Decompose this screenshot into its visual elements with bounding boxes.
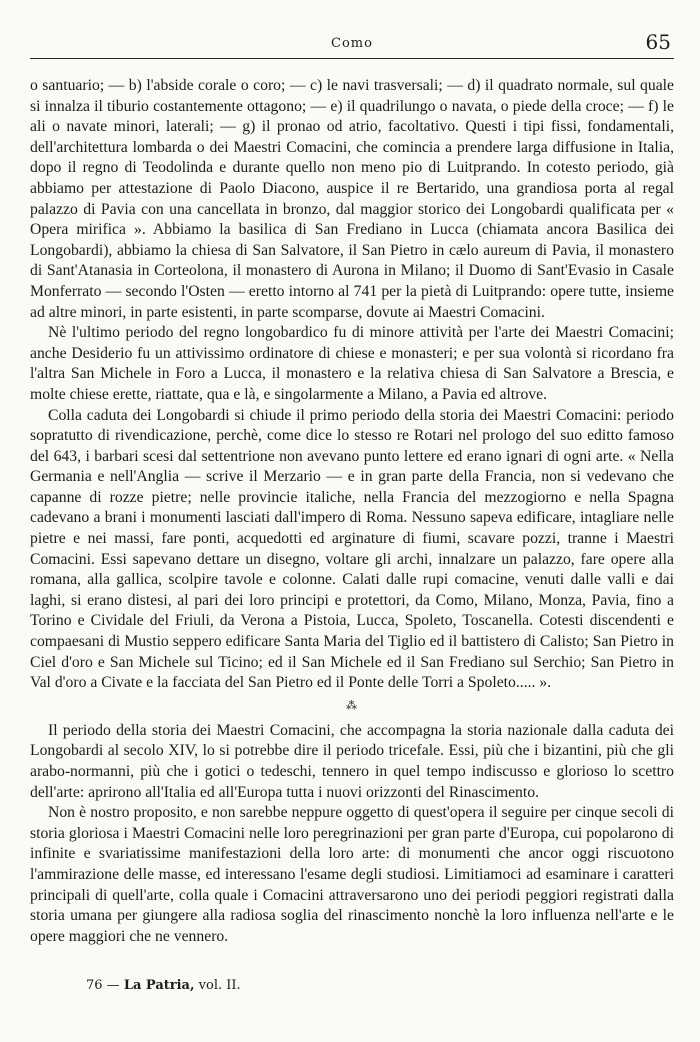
page-header (30, 30, 674, 56)
paragraph-2: Nè l'ultimo periodo del regno longobardico fu di minore attività per l'arte dei Maestri Comacini; anche Desiderio fu un attivissimo ordinatore di chiese e monasteri; e per sua volontà si ricordano fra l'altra San Michele in Foro a Lucca, il monastero e la relativa chiesa di San Salvatore a Brescia, e molte chiese erette, riattate, qua e là, e singolarmente a Milano, a Pavia ed altrove. (30, 324, 674, 403)
footer-signature: 76 — (86, 978, 120, 993)
section-separator: ⁂ (346, 699, 358, 712)
header-rule (30, 58, 674, 59)
running-head: Como (331, 36, 373, 51)
paragraph-1: o santuario; — b) l'abside corale o coro; — c) le navi trasversali; — d) il quadrato normale, sul quale si innalza il tiburio costantemente ottagono; — e) il quadrilungo o navata, o piede della croce; — f) le ali o navate minori, laterali; — g) il pronao od atrio, facoltativo. Questi i tipi fissi, fondamentali, dell'architettura lombarda o dei Maestri Comacini, che comincia a prendere larga diffusione in Italia, dopo il regno di Teodolinda e durante quello non meno pio di Luitprando. In cotesto periodo, già abbiamo per attestazione di Paolo Diacono, auspice il re Bertarido, una grandiosa porta al regal palazzo di Pavia con una cancellata in bronzo, dal maggior storico dei Longobardi qualificata per « Opera mirifica ». Abbiamo la basilica di San Frediano in Lucca (chiamata ancora Basilica dei Longobardi), abbiamo la chiesa di San Salvatore, il San Pietro in cælo aureum di Pavia, il monastero di Sant'Atanasia in Corteolona, il monastero di Aurona in Milano; il Duomo di Sant'Evasio in Casale Monferrato — secondo l'Osten — eretto intorno al 741 per la pietà di Luitprando: opere tutte, insieme ad altre minori, in parte esistenti, in parte scomparse, dovute ai Maestri Comacini. (30, 77, 674, 321)
page-body (30, 76, 674, 947)
footer-series-title: La Patria, (123, 978, 195, 993)
book-page (30, 30, 674, 1030)
page-footer (86, 978, 241, 993)
paragraph-3: Colla caduta dei Longobardi si chiude il primo periodo della storia dei Maestri Comacini: periodo sopratutto di rivendicazione, perchè, come dice lo stesso re Rotari nel prologo del suo editto famoso del 643, i barbari scesi dal settentrione non avevano punto lettere ed erano ignari di ogni arte. « Nella Germania e nell'Anglia — scrive il Merzario — e in gran parte della Francia, non si vedevano che capanne di rozze pietre; nelle provincie italiche, nella Francia del mezzogiorno e nella Spagna cadevano a brani i monumenti lasciati dall'impero di Roma. Nessuno sapeva edificare, intagliare nelle pietre e nei massi, fare ponti, acquedotti ed arginature di fiumi, scavare pozzi, tranne i Maestri Comacini. Essi sapevano dettare un disegno, voltare gli archi, innalzare un palazzo, fare opere alla romana, alla gallica, scolpire tavole e colonne. Calati dalle rupi comacine, venuti dalle valli e dai laghi, si erano distesi, al pari dei loro principi e protettori, da Como, Milano, Monza, Pavia, fino a Torino e Cividale del Friuli, da Verona a Pistoia, Lucca, Spoleto, Toscanella. Cotesti discendenti e compaesani di Mustio seppero edificare Santa Maria del Tiglio ed il battistero di Calisto; San Pietro in Ciel d'oro e San Michele sul Ticino; ed il San Michele ed il San Frediano sul Serchio; San Pietro in Val d'oro a Civate e la facciata del San Pietro ed il Ponte delle Torri a Spoleto..... ». (30, 406, 674, 692)
paragraph-5: Non è nostro proposito, e non sarebbe neppure oggetto di quest'opera il seguire per cinque secoli di storia gloriosa i Maestri Comacini nelle loro peregrinazioni per gran parte d'Europa, cui popolarono di infinite e svariatissime manifestazioni della loro arte: di monumenti che ancor oggi riscuotono l'ammirazione delle masse, ed interessano l'esame degli studiosi. Limitiamoci ad esaminare i caratteri principali di quell'arte, colla quale i Comacini attraversarono uno dei periodi peggiori registrati dalla storia umana per giungere alla radiosa soglia del rinascimento nonchè la loro influenza nell'arte e le opere maggiori che ne vennero. (30, 804, 674, 945)
footer-volume: vol. II. (198, 978, 241, 993)
paragraph-4: Il periodo della storia dei Maestri Comacini, che accompagna la storia nazionale dalla caduta dei Longobardi al secolo XIV, lo si potrebbe dire il periodo tricefale. Essi, più che i bizantini, più che gli arabo-normanni, più che i gotici o tedeschi, tennero in quel tempo indiscusso e glorioso lo scettro dell'arte: aprirono all'Italia ed all'Europa tutta i nuovi orizzonti del Rinascimento. (30, 721, 674, 801)
page-number: 65 (645, 30, 671, 54)
